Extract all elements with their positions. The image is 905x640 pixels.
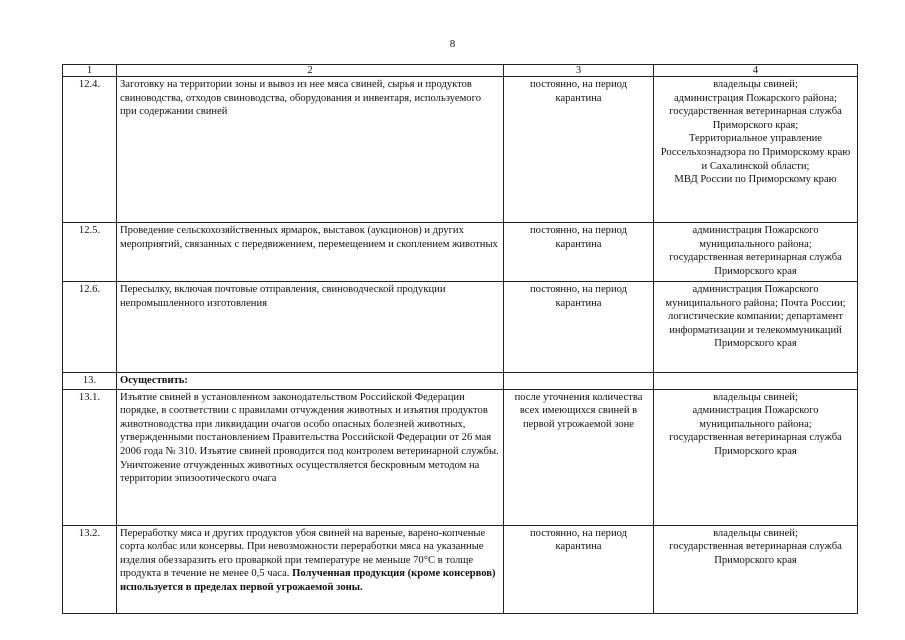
executors-cell xyxy=(654,77,858,223)
table-row xyxy=(63,389,858,525)
header-row xyxy=(63,65,858,77)
action-cell xyxy=(117,389,504,525)
item-number: 12.4. xyxy=(63,77,117,223)
table-row xyxy=(63,77,858,223)
executor-line: государственная ветеринарная служба Приморского края; xyxy=(669,106,842,131)
executor-line: владельцы свиней; xyxy=(713,391,798,403)
period-cell: постоянно, на период карантина xyxy=(504,282,654,373)
executor-line: МВД России по Приморскому краю xyxy=(674,174,837,186)
table-row xyxy=(63,282,858,373)
action-text: Заготовку на территории зоны и вывоз из нее мяса свиней, сырья и продуктов свиноводства, отходов свиноводства, оборудования и инвентаря, используемого при содержании свиней xyxy=(120,79,481,118)
executor-line: администрация Пожарского муниципального района; Почта России; логистические компании; департамент информатизации и телекоммуникаций Приморского края xyxy=(665,284,846,350)
action-text: Переработку мяса и других продуктов убоя свиней на вареные, варено-копченые сорта колбас или консервы. При невозможности переработки мяса на указанные изделия обеззаразить его проваркой при температуре не меньше 70°С в толще продукта в течение не менее 0,5 часа. xyxy=(120,527,486,580)
executors-cell xyxy=(654,223,858,282)
action-bold-text: Полученная продукция (кроме консервов) используется в пределах первой угрожаемой зоны. xyxy=(120,568,496,593)
executor-line: владельцы свиней; xyxy=(713,79,798,90)
executor-line: Территориальное управление Россельхознадзора по Приморскому краю и Сахалинской области; xyxy=(660,133,851,172)
period-cell: постоянно, на период карантина xyxy=(504,525,654,613)
action-cell xyxy=(117,525,504,613)
action-cell xyxy=(117,77,504,223)
item-number: 12.6. xyxy=(63,282,117,373)
executors-cell xyxy=(654,282,858,373)
item-number: 13. xyxy=(63,373,117,390)
action-cell xyxy=(117,282,504,373)
period-cell: постоянно, на период карантина xyxy=(504,223,654,282)
measures-table xyxy=(62,64,858,614)
action-bold-text: Осуществить: xyxy=(120,375,188,386)
item-number: 12.5. xyxy=(63,223,117,282)
table-row xyxy=(63,373,858,390)
page-number: 8 xyxy=(449,38,456,50)
executor-line: государственная ветеринарная служба Приморского края xyxy=(669,252,842,277)
action-text: Изъятие свиней в установленном законодательством Российской Федерации порядке, в соответствии с правилами отчуждения животных и изъятия продуктов животноводства при ликвидации очагов особо опасных болезней животных, утвержденными постановлением Правительства Российской Федерации от 26 мая 2006 года № 310. Изъятие свиней проводится под контролем ветеринарной службы. Уничтожение отчужденных животных осуществляется бескровным методом на территории эпизоотического очага xyxy=(120,391,499,485)
executor-line: администрация Пожарского муниципального района; xyxy=(692,225,819,250)
item-number: 13.1. xyxy=(63,389,117,525)
executor-line: государственная ветеринарная служба Приморского края xyxy=(669,541,842,566)
period-cell: постоянно, на период карантина xyxy=(504,77,654,223)
executors-cell xyxy=(654,389,858,525)
column-header-4: 4 xyxy=(654,65,858,77)
executor-line: владельцы свиней; xyxy=(713,527,798,539)
action-cell xyxy=(117,223,504,282)
column-header-2: 2 xyxy=(117,65,504,77)
executors-cell xyxy=(654,373,858,390)
executor-line: государственная ветеринарная служба Приморского края xyxy=(669,432,842,457)
table-row xyxy=(63,223,858,282)
executors-cell xyxy=(654,525,858,613)
table-row xyxy=(63,525,858,613)
action-cell xyxy=(117,373,504,390)
period-cell xyxy=(504,373,654,390)
period-cell: после уточнения количества всех имеющихся свиней в первой угрожаемой зоне xyxy=(504,389,654,525)
action-text: Проведение сельскохозяйственных ярмарок, выставок (аукционов) и других мероприятий, связанных с передвижением, перемещением и скоплением животных xyxy=(120,225,498,250)
column-header-3: 3 xyxy=(504,65,654,77)
action-text: Пересылку, включая почтовые отправления, свиноводческой продукции непромышленного изготовления xyxy=(120,284,446,309)
executor-line: администрация Пожарского муниципального района; xyxy=(692,405,819,430)
column-header-1: 1 xyxy=(63,65,117,77)
executor-line: администрация Пожарского района; xyxy=(673,92,838,104)
item-number: 13.2. xyxy=(63,525,117,613)
